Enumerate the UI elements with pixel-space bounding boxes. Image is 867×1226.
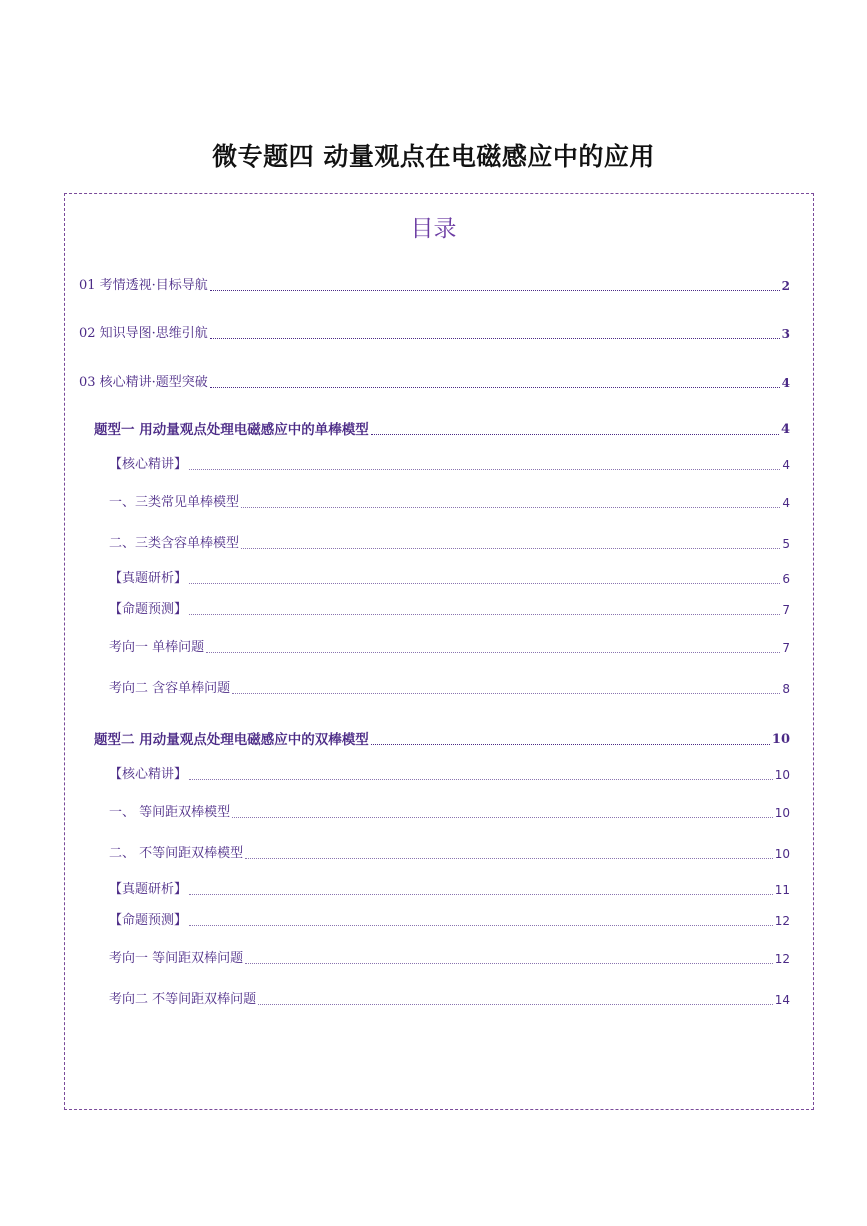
toc-page-number: 6 [782, 572, 790, 586]
toc-entry-label: 03 核心精讲·题型突破 [79, 375, 208, 390]
toc-page-number: 14 [774, 993, 790, 1007]
toc-entry-label: 考向一 单棒问题 [109, 640, 205, 655]
toc-entry-label: 题型二 用动量观点处理电磁感应中的双棒模型 [94, 732, 369, 748]
toc-dot-leader [189, 614, 780, 615]
toc-dot-leader [210, 290, 780, 291]
toc-entry-label: 【命题预测】 [109, 602, 188, 617]
toc-page-number: 4 [780, 422, 790, 437]
toc-dot-leader [189, 894, 773, 895]
toc-entry-direction-unequal-spacing[interactable] [109, 991, 790, 1009]
toc-page-number: 5 [782, 537, 790, 551]
toc-page-number: 11 [774, 883, 790, 897]
toc-page-number: 4 [781, 376, 790, 390]
toc-entry-core-lecture[interactable] [79, 374, 790, 392]
toc-page-number: 10 [771, 732, 790, 747]
toc-dot-leader [189, 469, 780, 470]
toc-dot-leader [371, 744, 770, 745]
toc-entry-label: 考向二 含容单棒问题 [109, 681, 231, 696]
toc-entry-single-rod-models[interactable] [109, 494, 790, 512]
toc-dot-leader [210, 338, 780, 339]
toc-dot-leader [241, 507, 780, 508]
toc-entry-exam-analysis-1[interactable] [109, 570, 790, 588]
toc-page-number: 10 [774, 768, 790, 782]
toc-entry-label: 二、三类含容单棒模型 [109, 536, 240, 551]
toc-entry-label: 【核心精讲】 [109, 767, 188, 782]
toc-entry-label: 题型一 用动量观点处理电磁感应中的单棒模型 [94, 422, 369, 438]
toc-page-number: 4 [782, 458, 790, 472]
toc-entry-direction-capacitor-rod[interactable] [109, 680, 790, 698]
toc-page-number: 10 [774, 847, 790, 861]
toc-entry-type-one[interactable] [94, 421, 790, 439]
document-title: 微专题四 动量观点在电磁感应中的应用 [212, 142, 655, 171]
toc-entry-label: 一、三类常见单棒模型 [109, 495, 240, 510]
toc-entry-label: 【真题研析】 [109, 571, 188, 586]
toc-entry-unequal-spacing-models[interactable] [109, 845, 790, 863]
toc-page-number: 12 [774, 952, 790, 966]
toc-entry-direction-equal-spacing[interactable] [109, 950, 790, 968]
toc-entry-knowledge-map[interactable] [79, 325, 790, 343]
toc-page-number: 7 [782, 603, 790, 617]
toc-entry-label: 【真题研析】 [109, 882, 188, 897]
toc-entry-direction-single-rod[interactable] [109, 639, 790, 657]
toc-page-number: 4 [782, 496, 790, 510]
toc-page-number: 10 [774, 806, 790, 820]
toc-dot-leader [206, 652, 780, 653]
toc-heading: 目录 [410, 216, 457, 242]
toc-dot-leader [258, 1004, 773, 1005]
toc-entry-exam-analysis-2[interactable] [109, 881, 790, 899]
toc-page-number: 7 [782, 641, 790, 655]
toc-entry-label: 一、 等间距双棒模型 [109, 805, 231, 820]
toc-entry-label: 01 考情透视·目标导航 [79, 278, 208, 293]
toc-dot-leader [189, 779, 773, 780]
toc-dot-leader [232, 817, 773, 818]
toc-entry-label: 考向一 等间距双棒问题 [109, 951, 244, 966]
toc-entry-label: 二、 不等间距双棒模型 [109, 846, 244, 861]
toc-page-number: 3 [781, 327, 790, 341]
toc-dot-leader [245, 858, 773, 859]
toc-page-number: 8 [782, 682, 790, 696]
toc-dot-leader [189, 925, 773, 926]
toc-entry-prediction-2[interactable] [109, 912, 790, 930]
toc-dot-leader [371, 434, 779, 435]
toc-entry-type-two[interactable] [94, 731, 790, 749]
toc-dot-leader [232, 693, 780, 694]
toc-entry-equal-spacing-models[interactable] [109, 804, 790, 822]
toc-entry-label: 考向二 不等间距双棒问题 [109, 992, 257, 1007]
toc-dot-leader [245, 963, 773, 964]
toc-entry-exam-overview[interactable] [79, 277, 790, 295]
toc-page-number: 2 [781, 279, 790, 293]
toc-entry-label: 02 知识导图·思维引航 [79, 326, 208, 341]
toc-entry-label: 【核心精讲】 [109, 457, 188, 472]
toc-dot-leader [241, 548, 780, 549]
toc-entry-capacitor-rod-models[interactable] [109, 535, 790, 553]
toc-entry-core-lecture-2[interactable] [109, 766, 790, 784]
toc-page-number: 12 [774, 914, 790, 928]
toc-dot-leader [210, 387, 780, 388]
toc-entry-prediction-1[interactable] [109, 601, 790, 619]
toc-entry-core-lecture-1[interactable] [109, 456, 790, 474]
toc-entry-label: 【命题预测】 [109, 913, 188, 928]
toc-dot-leader [189, 583, 780, 584]
